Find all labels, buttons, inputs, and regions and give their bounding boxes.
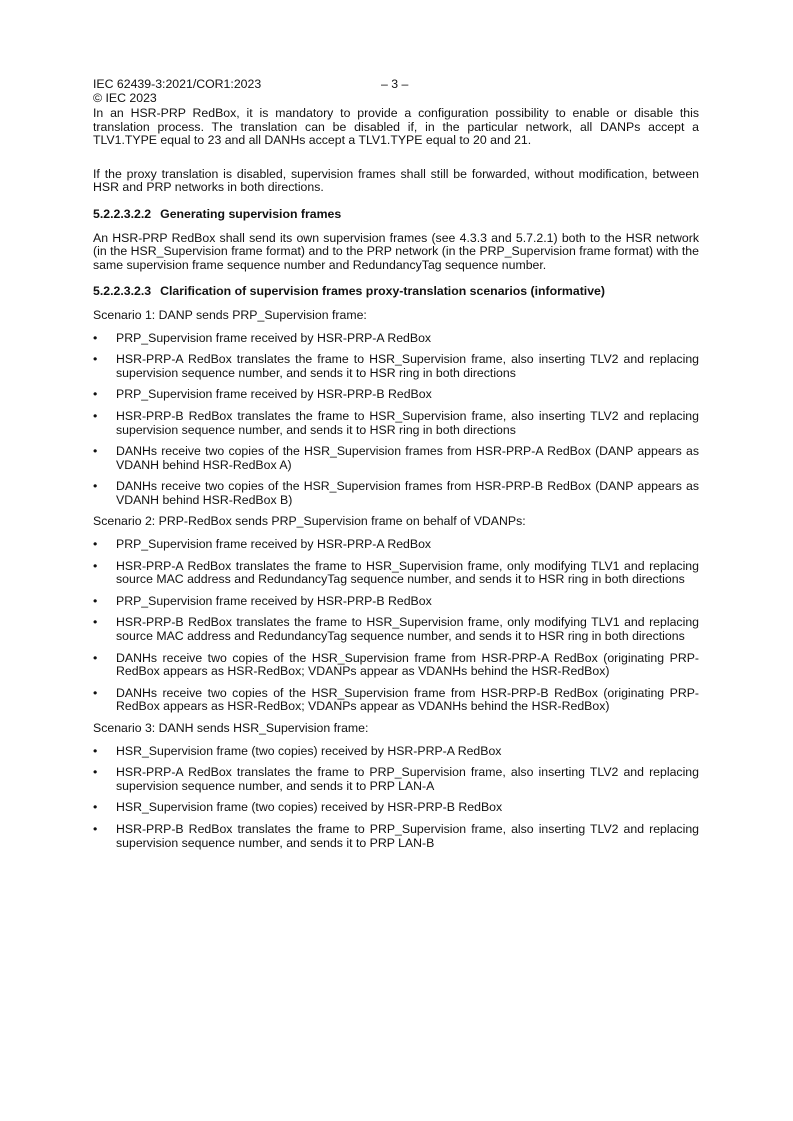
section-title: Clarification of supervision frames proxy-translation scenarios (informative) bbox=[160, 284, 605, 299]
list-item bbox=[93, 801, 699, 815]
list-item-text: DANHs receive two copies of the HSR_Supervision frame from HSR-PRP-B RedBox (originating PRP-RedBox appears as HSR-RedBox; VDANPs appear as VDANHs behind the HSR-RedBox) bbox=[116, 685, 699, 714]
section-number: 5.2.2.3.2.2 bbox=[93, 206, 152, 221]
scenario-3-list bbox=[93, 745, 699, 851]
generating-paragraph: An HSR-PRP RedBox shall send its own supervision frames (see 4.3.3 and 5.7.2.1) both to the HSR network (in the HSR_Supervision frame format) and to the PRP network (in the PRP_Supervision frame format) with the same supervision frame sequence number and RedundancyTag sequence number. bbox=[93, 230, 699, 272]
list-item-text: HSR-PRP-A RedBox translates the frame to HSR_Supervision frame, also inserting TLV2 and replacing supervision sequence number, and sends it to HSR ring in both directions bbox=[116, 352, 699, 380]
bullet-icon: • bbox=[93, 685, 98, 700]
list-item-text: PRP_Supervision frame received by HSR-PRP-A RedBox bbox=[116, 330, 432, 345]
bullet-icon: • bbox=[93, 615, 98, 630]
list-item bbox=[93, 480, 699, 507]
section-title: Generating supervision frames bbox=[160, 206, 342, 221]
list-item-text: HSR_Supervision frame (two copies) received by HSR-PRP-A RedBox bbox=[116, 743, 502, 758]
section-heading-generating bbox=[93, 208, 699, 222]
list-item-text: HSR-PRP-B RedBox translates the frame to HSR_Supervision frame, only modifying TLV1 and replacing source MAC address and RedundancyTag sequence number, and sends it to HSR ring in both directions bbox=[116, 615, 699, 644]
list-item bbox=[93, 595, 699, 609]
list-item-text: DANHs receive two copies of the HSR_Supervision frame from HSR-PRP-A RedBox (originating PRP-RedBox appears as HSR-RedBox; VDANPs appear as VDANHs behind the HSR-RedBox) bbox=[116, 650, 699, 679]
list-item-text: PRP_Supervision frame received by HSR-PRP-B RedBox bbox=[116, 387, 432, 402]
copyright-notice: © IEC 2023 bbox=[93, 91, 157, 105]
page-number: – 3 – bbox=[381, 77, 409, 91]
bullet-icon: • bbox=[93, 800, 98, 815]
bullet-icon: • bbox=[93, 821, 98, 836]
list-item bbox=[93, 687, 699, 714]
list-item-text: HSR_Supervision frame (two copies) received by HSR-PRP-B RedBox bbox=[116, 800, 503, 815]
bullet-icon: • bbox=[93, 743, 98, 758]
document-id: IEC 62439-3:2021/COR1:2023 bbox=[93, 77, 262, 91]
bullet-icon: • bbox=[93, 444, 98, 459]
list-item-text: HSR-PRP-A RedBox translates the frame to PRP_Supervision frame, also inserting TLV2 and replacing supervision sequence number, and sends it to PRP LAN-A bbox=[116, 765, 699, 793]
bullet-icon: • bbox=[93, 408, 98, 423]
bullet-icon: • bbox=[93, 479, 98, 494]
bullet-icon: • bbox=[93, 558, 98, 573]
intro-paragraph-translation-disabled: If the proxy translation is disabled, supervision frames shall still be forwarded, without modification, between HSR and PRP networks in both directions. bbox=[93, 166, 699, 195]
bullet-icon: • bbox=[93, 593, 98, 608]
list-item bbox=[93, 823, 699, 850]
list-item-text: HSR-PRP-B RedBox translates the frame to HSR_Supervision frame, also inserting TLV2 and replacing supervision sequence number, and sends it to HSR ring in both directions bbox=[116, 408, 699, 437]
bullet-icon: • bbox=[93, 330, 98, 345]
intro-paragraph-translation-config: In an HSR-PRP RedBox, it is mandatory to provide a configuration possibility to enable or disable this translation process. The translation can be disabled if, in the particular network, all DANPs accept a TLV1.TYPE equal to 23 and all DANHs accept a TLV1.TYPE equal to 20 and 21. bbox=[93, 106, 699, 148]
scenario-2-list bbox=[93, 538, 699, 714]
list-item bbox=[93, 388, 699, 402]
list-item bbox=[93, 616, 699, 643]
section-number: 5.2.2.3.2.3 bbox=[93, 284, 152, 299]
list-item-text: PRP_Supervision frame received by HSR-PRP-B RedBox bbox=[116, 593, 432, 608]
scenario-3-intro: Scenario 3: DANH sends HSR_Supervision frame: bbox=[93, 721, 369, 735]
bullet-icon: • bbox=[93, 650, 98, 665]
bullet-icon: • bbox=[93, 765, 98, 780]
page-header bbox=[93, 78, 699, 106]
bullet-icon: • bbox=[93, 537, 98, 552]
list-item-text: HSR-PRP-A RedBox translates the frame to HSR_Supervision frame, only modifying TLV1 and replacing source MAC address and RedundancyTag sequence number, and sends it to HSR ring in both directions bbox=[116, 558, 699, 587]
list-item bbox=[93, 353, 699, 380]
scenario-1-list bbox=[93, 332, 699, 508]
document-page bbox=[93, 78, 699, 858]
list-item bbox=[93, 538, 699, 552]
scenario-1-intro: Scenario 1: DANP sends PRP_Supervision frame: bbox=[93, 307, 367, 322]
list-item bbox=[93, 560, 699, 587]
list-item-text: DANHs receive two copies of the HSR_Supervision frames from HSR-PRP-B RedBox (DANP appears as VDANH behind HSR-RedBox B) bbox=[116, 479, 699, 507]
list-item bbox=[93, 766, 699, 793]
list-item-text: HSR-PRP-B RedBox translates the frame to PRP_Supervision frame, also inserting TLV2 and replacing supervision sequence number, and sends it to PRP LAN-B bbox=[116, 821, 699, 850]
bullet-icon: • bbox=[93, 352, 98, 367]
list-item bbox=[93, 410, 699, 437]
scenario-2-intro: Scenario 2: PRP-RedBox sends PRP_Supervision frame on behalf of VDANPs: bbox=[93, 514, 526, 529]
list-item-text: DANHs receive two copies of the HSR_Supervision frames from HSR-PRP-A RedBox (DANP appears as VDANH behind HSR-RedBox A) bbox=[116, 444, 699, 472]
list-item bbox=[93, 745, 699, 759]
section-heading-clarification bbox=[93, 285, 699, 299]
list-item bbox=[93, 445, 699, 472]
list-item bbox=[93, 652, 699, 679]
list-item-text: PRP_Supervision frame received by HSR-PRP-A RedBox bbox=[116, 537, 432, 552]
list-item bbox=[93, 332, 699, 346]
bullet-icon: • bbox=[93, 387, 98, 402]
